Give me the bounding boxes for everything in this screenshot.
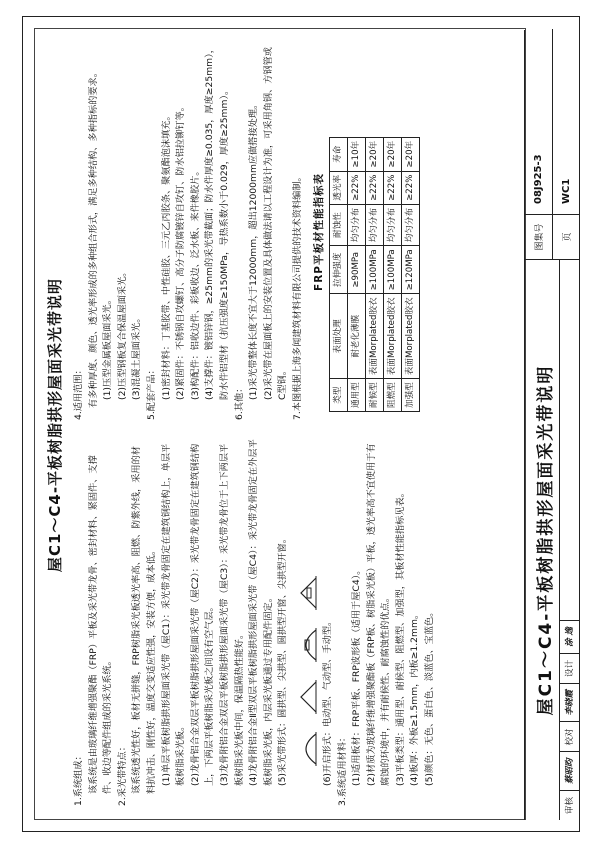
table-cell: ≥120MPa	[402, 246, 420, 294]
section-4-item-2: (2)压型钢板复合保温屋面采光。	[116, 267, 128, 400]
pointed-arch-window-shape-icon	[299, 576, 317, 610]
design-label: 设计	[560, 653, 580, 683]
table-cell: 均匀分布	[384, 204, 402, 245]
page-title: 屋C1～C4-平板树脂拱形屋面采光带说明	[46, 277, 64, 573]
table-cell: 表面Morplated胶衣	[384, 294, 402, 379]
section-4-title: 4.适用范围：	[73, 365, 84, 420]
section-4-text: 有多种厚度、颜色、透光率形成的多种组合形式，满足多种结构、多种指标的要求。	[87, 68, 99, 408]
section-1-text: 该系统是由玻璃纤维增强聚酯（FRP）平板及采光带龙骨、密封材料、紧固件、支撑件、收边等配件组成的采光系统。	[87, 455, 114, 794]
section-2-item-5: (5)采光带形式：圆拱型、尖拱型、圆拱型开窗、尖拱型开窗。	[277, 534, 289, 786]
page-row	[553, 29, 580, 259]
section-5-item-4: (4)支撑件：镀铝锌钢，≥25mm的采光带截面；防水件厚度≥0.035，厚度≥25mm），防水件铝型材（抗压强度≥150MPa，导热系数小于0.029，厚度≥25mm）。	[204, 44, 230, 400]
table-cell: ≥20年	[384, 137, 402, 171]
section-5-item-1: (1)密封材料：丁基胶带、中性硅胶、三元乙丙胶条、聚氨酯泡沫填充。	[160, 111, 172, 400]
left-column	[72, 438, 438, 806]
pointed-arch-shape-icon	[299, 680, 317, 714]
checker-signature: 李晓霞	[560, 683, 580, 722]
section-1-title: 1.系统组成：	[73, 751, 84, 806]
section-2-item-3: (3)龙骨附铝合金双层平板树脂拱形屋面采光带（屋C3）：采光带龙骨位于上下两层平板树脂采光板中间，保温隔热性能好。	[218, 443, 245, 786]
table-header-cell: 类型	[330, 379, 348, 412]
section-3-item-3: (3)平板类型：通用型、耐候型、阻燃型、加强型，其板材性能指标见表。	[394, 488, 406, 786]
page-label: 页	[553, 214, 580, 259]
table-cell: 耐候型	[366, 379, 384, 412]
skylight-shapes	[291, 438, 321, 806]
table-cell: ≥22%	[384, 171, 402, 204]
table-row	[402, 137, 420, 411]
table-cell: ≥22%	[348, 171, 366, 204]
section-2-text: 该系统透光性好，板材无拼缝，FRP树脂采光板透光率高、阻燃、防紫外线，采用的材料抗冲击、刚性好，温度交变适应性强，安装方便，成本低。	[131, 446, 157, 794]
section-2-item-6: (6)开启形式：电动型、气动型、手动型。	[321, 616, 333, 786]
atlas-info	[525, 29, 579, 260]
table-cell: 通用型	[348, 379, 366, 412]
section-2-title: 2.采光带特点：	[116, 742, 128, 806]
atlas-number-row	[525, 29, 553, 259]
table-cell: ≥90MPa	[348, 246, 366, 294]
section-6-title: 6.其他：	[233, 383, 245, 420]
review-label: 审核	[560, 790, 580, 820]
frp-properties-table	[329, 137, 420, 412]
section-3-item-2: (2)材质为玻璃纤维增强聚酯板（FRP板、树脂采光板）平板，透光率高不宜使用于有腐蚀的环境中，并有耐候性、耐腐蚀性的优点。	[365, 443, 392, 786]
table-cell: 均匀分布	[402, 204, 420, 245]
table-cell: ≥22%	[366, 171, 384, 204]
table-cell: ≥20年	[366, 137, 384, 171]
table-header-cell: 寿命	[330, 137, 348, 171]
section-4-item-3: (3)混凝土屋面采光。	[131, 313, 143, 400]
right-column	[72, 44, 420, 420]
section-2-item-2: (2)龙骨铝合金双层平板树脂拱形屋面采光带（屋C2）：采光带龙骨固定在建筑钢结构上，下两层平板树脂采光板之间设有空气层。	[189, 443, 216, 786]
table-cell: ≥20年	[402, 137, 420, 171]
table-row	[366, 137, 384, 411]
signature-row	[559, 260, 580, 820]
section-5-item-2: (2)紧固件：不锈钢自攻螺钉、高分子防腐镀锌自攻钉、防水铝拉铆钉等。	[175, 102, 187, 400]
table-header-cell: 透光率	[330, 171, 348, 204]
section-2-item-4: (4)龙骨附铝合金Ⅱ型双层平板树脂拱形屋面采光带（屋C4）：采光带龙骨固定在外层平板树脂采光板，内层采光板通过专用配件固定。	[248, 439, 274, 786]
table-cell: ≥100MPa	[384, 246, 402, 294]
page-number: WC1	[561, 178, 572, 204]
designer-signature: 涂 逸	[560, 620, 580, 653]
title-block-title: 屋C1～C4-平板树脂拱形屋面采光带说明	[536, 364, 556, 716]
table-cell: 阻燃型	[384, 379, 402, 412]
table-header-row	[330, 137, 348, 411]
section-6-item-1: (1)采光带整体长度不宜大于12000mm，超出12000mm应做搭接处理。	[248, 99, 260, 400]
table-row	[348, 137, 366, 411]
atlas-label: 图集号	[525, 214, 552, 259]
table-row	[384, 137, 402, 411]
table-cell: 表面Morplated胶衣	[366, 294, 384, 379]
section-4-item-1: (1)压型金属板屋面采光。	[102, 295, 114, 400]
section-3-item-5: (5)颜色：无色、蛋白色、淡蓝色、宝蓝色。	[424, 607, 436, 786]
table-cell: 表面Morplated胶衣	[402, 294, 420, 379]
table-cell: ≥100MPa	[366, 246, 384, 294]
table-cell: ≥10年	[348, 137, 366, 171]
table-cell: 均匀分布	[366, 204, 384, 245]
reviewer-signature: 蔡昭昀	[560, 751, 580, 790]
section-7: 7.本图根据上海多闻建筑材料有限公司提供的技术资料编制。	[291, 172, 303, 420]
section-3-item-4: (4)板厚：外板≥1.5mm，内板≥1.2mm。	[409, 609, 421, 786]
section-6-item-2: (2)采光带在屋面板上的安装位置及具体做法请以工程设计为准，可采用角钢、方钢管或C型钢。	[262, 47, 289, 400]
table-cell: 耐老化薄膜	[348, 294, 366, 379]
round-arch-shape-icon	[299, 732, 317, 766]
check-label: 校对	[560, 721, 580, 751]
table-cell: ≥22%	[402, 171, 420, 204]
table-header-cell: 耐蚀性	[330, 204, 348, 245]
section-5-item-3: (3)构配件：铝收边件、彩板收边、泛水板、来件橡胶片。	[189, 166, 201, 400]
table-header-cell: 拉伸强度	[330, 246, 348, 294]
round-arch-window-shape-icon	[299, 628, 317, 662]
table-title: FRP平板材性能指标表	[312, 173, 325, 291]
section-3-item-1: (1)适用板材：FRP平板、FRP波形板（适用于屋C4）。	[351, 565, 363, 786]
section-5-title: 5.配套产品：	[145, 365, 157, 420]
section-2-item-1: (1)单层平板树脂拱形屋面采光带（屋C1）：采光带龙骨固定在建筑钢结构上，单层平板树脂采光板。	[160, 443, 187, 786]
table-cell: 均匀分布	[348, 204, 366, 245]
section-3-title: 3.系统适用材料：	[336, 732, 348, 806]
title-block	[524, 30, 579, 820]
table-cell: 加强型	[402, 379, 420, 412]
atlas-number: 08J925-3	[533, 154, 544, 204]
table-header-cell: 表面处理	[330, 294, 348, 379]
